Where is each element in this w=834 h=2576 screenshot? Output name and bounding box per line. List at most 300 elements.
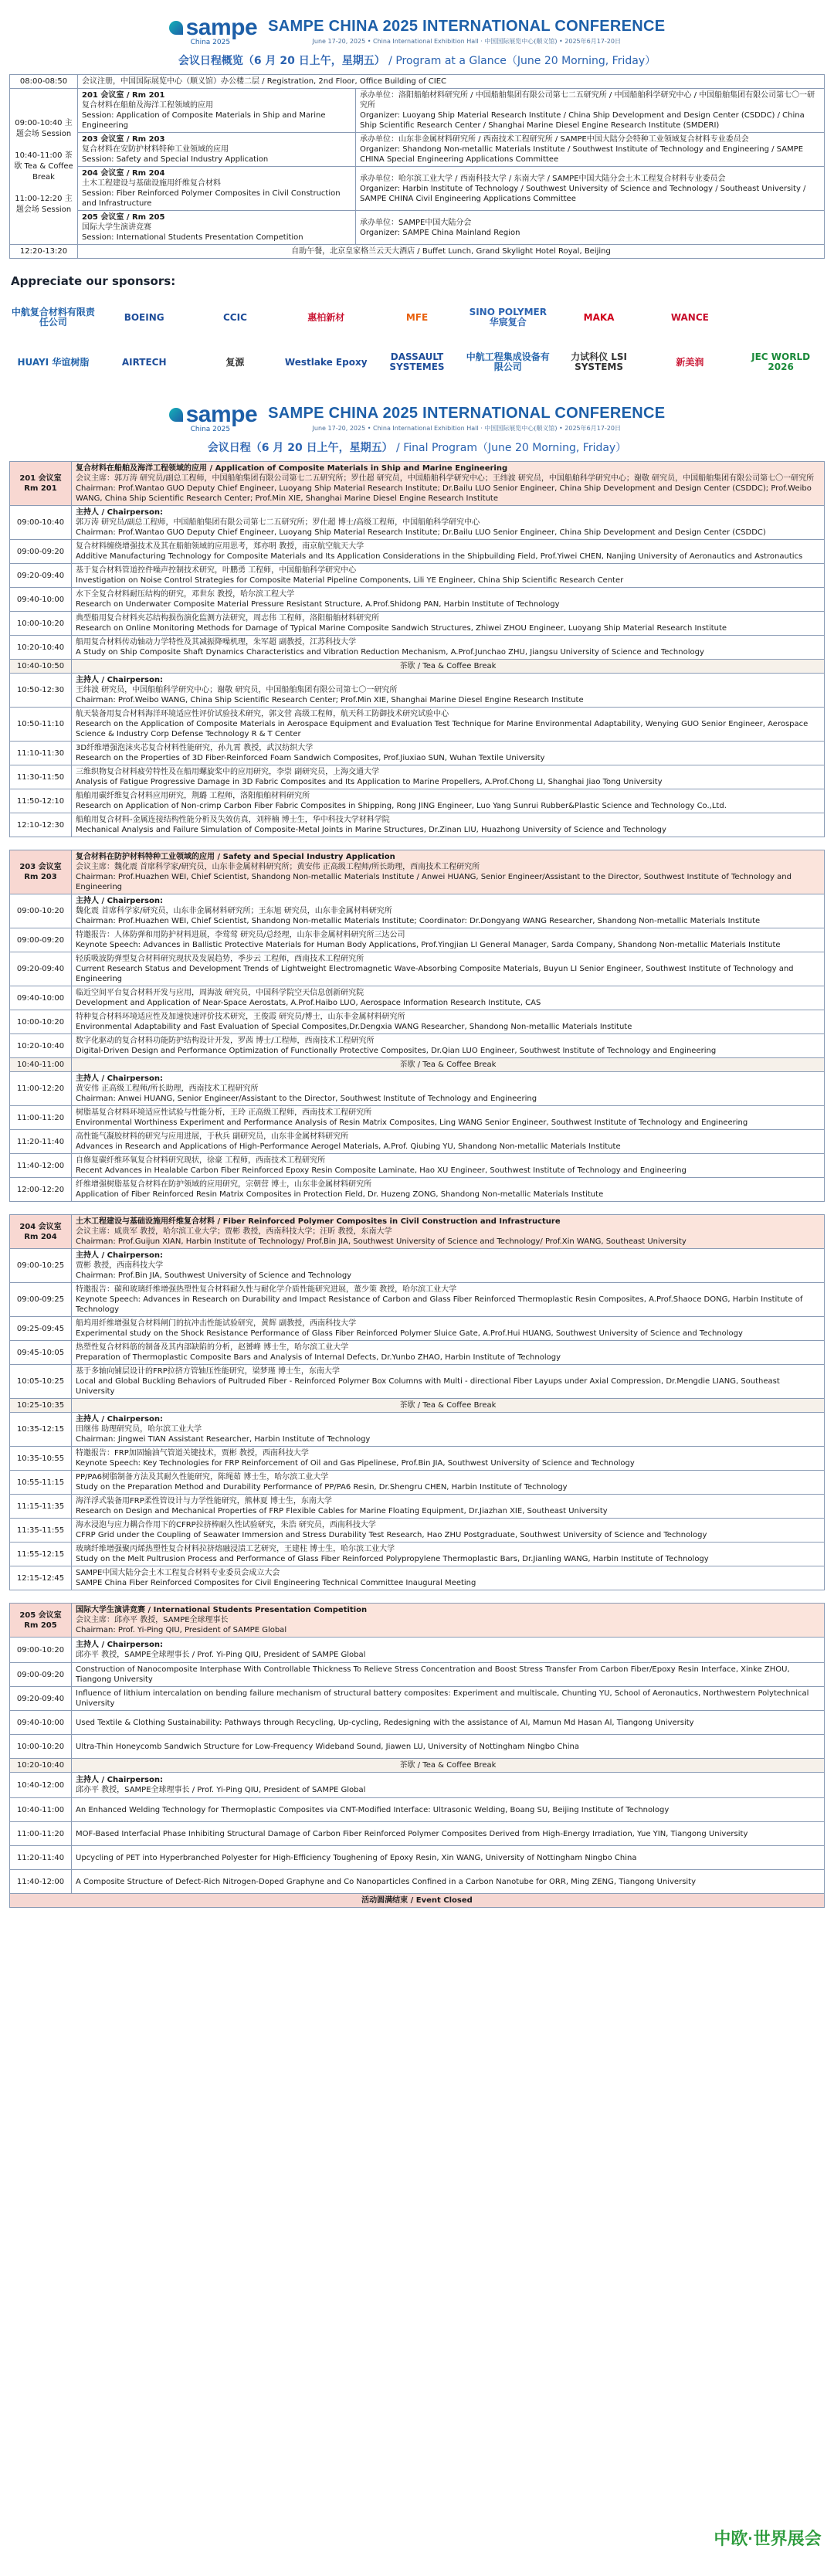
row-time: 09:00-10:40 xyxy=(10,506,72,540)
talk-title-en: Keynote Speech: Advances in Ballistic Protective Materials for Human Body Applications, Prof.Yingjian LI General Manager, Sarda Company, Shandong Non-metallic Materials Institute xyxy=(76,941,781,949)
talk-title-en: Environmental Adaptability and Fast Evaluation of Special Composites,Dr.Dengxia WANG Researcher, Shandong Non-metallic Materials Institute xyxy=(76,1023,632,1031)
row-time: 10:35-12:15 xyxy=(10,1413,72,1447)
row-time: 09:45-10:05 xyxy=(10,1341,72,1365)
talk-title-cn: MOF-Based Interfacial Phase Inhibiting Structural Damage of Carbon Fiber Reinforced Polymer Composites Derived from High-Energy Irradiation, Yue YIN, Tiangong University xyxy=(76,1829,748,1838)
chairperson-label: 主持人 / Chairperson: xyxy=(76,1415,163,1424)
talk-title-cn: Construction of Nanocomposite Interphase With Controllable Thickness To Relieve Stress Concentration and Boost Stress Transfer From Carbon Fiber/Epoxy Resin Interface, Xinke ZHOU, Tiangong University xyxy=(76,1665,790,1684)
chairperson-label: 主持人 / Chairperson: xyxy=(76,1251,163,1260)
session-title: 土木工程建设与基础设施用纤维复合材料 / Fiber Reinforced Polymer Composites in Civil Construction and Infrastructure xyxy=(76,1217,561,1226)
talk-title-en: Chairman: Prof.Weibo WANG, China Ship Scientific Research Center; Prof.Min XIE, Shanghai Marine Diesel Engine Research Institute xyxy=(76,696,584,704)
talk-title-en: Research on the Properties of 3D Fiber-Reinforced Foam Sandwich Composites, Prof.Jiuxiao SUN, Wuhan Textile University xyxy=(76,754,545,762)
row-time: 10:50-12:30 xyxy=(10,674,72,708)
program-row xyxy=(10,1341,825,1365)
row-content xyxy=(72,1317,825,1341)
talk-title-en: Environmental Worthiness Experiment and Performance Analysis of Resin Matrix Composites, Ling WANG Senior Engineer, Southwest Institute of Technology and Engineering xyxy=(76,1118,748,1127)
end-text: 活动圆满结束 / Event Closed xyxy=(10,1894,825,1908)
talk-title-en: Analysis of Fatigue Progressive Damage in 3D Fabric Composites and Its Application to Marine Propellers, A.Prof.Chong LI, Shanghai Jiao Tong University xyxy=(76,778,663,786)
row-content xyxy=(72,1072,825,1106)
row-time: 09:40-10:00 xyxy=(10,986,72,1010)
row-content xyxy=(72,1130,825,1154)
session-info xyxy=(72,1604,825,1638)
row-time: 10:35-10:55 xyxy=(10,1447,72,1471)
row-content xyxy=(72,986,825,1010)
program-row xyxy=(10,952,825,986)
room-label: 204 会议室 / Rm 204 xyxy=(82,169,165,178)
session-chair-en: Chairman: Prof.Huazhen WEI, Chief Scientist, Shandong Non-metallic Materials Institute / Anwei HUANG, Senior Engineer/Assistant to the Director, Southwest Institute of Technology and Engineering xyxy=(76,873,792,891)
sponsor-logo: 中航工程集成设备有限公司 xyxy=(466,351,550,372)
row-content xyxy=(72,894,825,928)
row-content xyxy=(72,506,825,540)
program-row xyxy=(10,1711,825,1735)
row-content xyxy=(72,1773,825,1798)
session-title-cn: 国际大学生演讲竞赛 xyxy=(82,223,151,232)
row-time: 09:25-09:45 xyxy=(10,1317,72,1341)
session-title-en: Session: International Students Presentation Competition xyxy=(82,233,303,242)
talk-title-cn: 自修复碳纤维环氧复合材料研究现状，徐豪 工程师，西南技术工程研究所 xyxy=(76,1156,326,1165)
row-time: 11:00-11:20 xyxy=(10,1106,72,1130)
row-content xyxy=(72,540,825,564)
program-row xyxy=(10,1249,825,1283)
final-title-en: / Final Program（June 20 Morning, Friday） xyxy=(392,442,627,454)
talk-title-en: Chairman: Prof.Bin JIA, Southwest University of Science and Technology xyxy=(76,1271,352,1280)
program-row xyxy=(10,1519,825,1543)
talk-title-cn: 高性能气凝胶材料的研究与应用进展，于秋兵 副研究员，山东非金属材料研究所 xyxy=(76,1132,349,1141)
break-row xyxy=(10,1399,825,1413)
row-time: 10:40-10:50 xyxy=(10,660,72,674)
row-content xyxy=(72,1687,825,1711)
sponsor-logo: CCIC xyxy=(222,311,247,323)
talk-title-cn: 海水浸泡与应力耦合作用下的CFRP拉挤棒耐久性试验研究，朱浩 研究员，西南科技大学 xyxy=(76,1521,376,1529)
organizer-cn: 承办单位：SAMPE中国大陆分会 xyxy=(360,218,472,227)
row-time: 09:00-10:20 xyxy=(10,894,72,928)
row-time: 10:40-12:00 xyxy=(10,1773,72,1798)
row-content xyxy=(72,1495,825,1519)
row-time: 11:00-11:20 xyxy=(10,1822,72,1846)
program-row xyxy=(10,1566,825,1590)
program-row xyxy=(10,1471,825,1495)
row-time: 10:00-10:20 xyxy=(10,1735,72,1759)
program-row xyxy=(10,612,825,636)
row-content xyxy=(72,1106,825,1130)
room-label: 205 会议室 / Rm 205 xyxy=(82,213,165,222)
talk-title-cn: 复合材料缠绕增强技术及其在船舶领域的应用思考，郑亦明 教授，南京航空航天大学 xyxy=(76,542,364,551)
talk-title-en: Keynote Speech: Key Technologies for FRP Reinforcement of Oil and Gas Pipelinese, Prof.Bin JIA, Southwest University of Science and Technology xyxy=(76,1459,635,1468)
sponsors-title: Appreciate our sponsors: xyxy=(11,274,176,288)
break-text: 茶歇 / Tea & Coffee Break xyxy=(72,1759,825,1773)
program-row xyxy=(10,1822,825,1846)
talk-title-en: Local and Global Buckling Behaviors of Pultruded Fiber - Reinforced Polymer Box Columns with Multi - directional Fiber Layups under Axial Compression, Dr.Mengdie LIANG, Southeast University xyxy=(76,1377,780,1396)
talk-title-en: Chairman: Prof.Huazhen WEI, Chief Scientist, Shandong Non-metallic Materials Institute; Coordinator: Dr.Dongyang WANG Researcher, Shandong Non-metallic Materials Institute xyxy=(76,917,761,925)
final-title-cn: 会议日程（6 月 20 日上午，星期五） xyxy=(207,442,393,454)
talk-title-en: Experimental study on the Shock Resistance Performance of Glass Fiber Reinforced Polymer Sluice Gate, A.Prof.Hui HUANG, Southwest University of Science and Technology xyxy=(76,1329,743,1338)
sponsor-logo: 新美润 xyxy=(676,356,704,368)
break-text: 茶歇 / Tea & Coffee Break xyxy=(72,1058,825,1072)
talk-title-en: Keynote Speech: Advances in Research on Durability and Impact Resistance of Carbon and Glass Fiber Reinforced Thermoplastic Resin Composites, A.Prof.Shaoce DONG, Harbin Institute of Technology xyxy=(76,1295,803,1314)
program-row xyxy=(10,1413,825,1447)
row-time: 11:30-11:50 xyxy=(10,765,72,789)
row-time: 10:20-10:40 xyxy=(10,1034,72,1058)
row-content xyxy=(72,1798,825,1822)
program-row xyxy=(10,674,825,708)
conference-title: SAMPE CHINA 2025 INTERNATIONAL CONFERENCE xyxy=(268,18,666,35)
session-header-row xyxy=(10,1604,825,1638)
session-room: 201 会议室 Rm 201 xyxy=(10,462,72,506)
talk-title-cn: 3D纤维增强泡沫夹芯复合材料性能研究，孙九霄 教授，武汉纺织大学 xyxy=(76,744,314,752)
talk-title-cn: 基于多轴向铺层设计的FRP拉挤方管轴压性能研究，梁梦瑾 博士生，东南大学 xyxy=(76,1367,340,1376)
program-row xyxy=(10,1154,825,1178)
session-info xyxy=(72,462,825,506)
chairperson-label: 主持人 / Chairperson: xyxy=(76,676,163,684)
row-content xyxy=(72,1543,825,1566)
logo-word: sampe xyxy=(185,402,258,427)
session-header-row xyxy=(10,462,825,506)
talk-title-cn: Influence of lithium intercalation on bending failure mechanism of structural battery composites: Experiment and multiscale, Chunting YU, School of Aeronautics, Northwestern Polytechnical University xyxy=(76,1689,809,1708)
talk-title-cn: 航天装备用复合材料海洋环境适应性评价试验技术研究，郭文营 高级工程师，航天科工防御技术研究试验中心 xyxy=(76,710,449,718)
glance-session xyxy=(78,133,356,167)
row-time: 09:20-09:40 xyxy=(10,952,72,986)
row-time: 09:00-09:25 xyxy=(10,1283,72,1317)
row-time: 10:40-11:00 xyxy=(10,1058,72,1072)
talk-title-cn: 邱亦平 教授，SAMPE全球理事长 / Prof. Yi-Ping QIU, President of SAMPE Global xyxy=(76,1651,366,1659)
organizer-cn: 承办单位：哈尔滨工业大学 / 西南科技大学 / 东南大学 / SAMPE中国大陆分会土木工程复合材料专业委员会 xyxy=(360,174,726,183)
row-content xyxy=(72,674,825,708)
program-row xyxy=(10,1283,825,1317)
glance-title xyxy=(0,53,834,68)
talk-title-en: Chairman: Prof.Wantao GUO Deputy Chief Engineer, Luoyang Ship Material Research Institute; Dr.Bailu LUO Senior Engineer, China Ship Development and Design Center (CSDDC) xyxy=(76,528,766,537)
row-content xyxy=(72,708,825,742)
row-content xyxy=(72,765,825,789)
organizer-en: Organizer: SAMPE China Mainland Region xyxy=(360,228,520,237)
talk-title-cn: 特邀报告：人体防弹和用防护材料进展，李莺莺 研究员/总经理，山东非金属材料研究所三达公司 xyxy=(76,931,405,939)
talk-title-en: Chairman: Anwei HUANG, Senior Engineer/Assistant to the Director, Southwest Institute of Technology and Engineering xyxy=(76,1095,537,1103)
conference-subline: June 17-20, 2025 • China International Exhibition Hall · 中国国际展览中心(顺义馆) • 2025年6月17-20日 xyxy=(312,425,621,432)
organizer-cn: 承办单位：洛阳船舶材料研究所 / 中国船舶集团有限公司第七二五研究所 / 中国船舶科学研究中心 / 中国船舶集团有限公司第七〇一研究所 xyxy=(360,91,815,110)
session-chair-en: Chairman: Prof. Yi-Ping QIU, President of SAMPE Global xyxy=(76,1626,287,1634)
session-chair-cn: 会议主席：郭万涛 研究员/副总工程师，中国船舶集团有限公司第七二五研究所；罗仕超 研究员，中国船舶科学研究中心；王纬波 研究员，中国船舶科学研究中心；谢敬 研究员，中国船舶集团有限公司第七〇一研究所 xyxy=(76,474,815,483)
sponsor-grid xyxy=(11,299,823,381)
break-row xyxy=(10,1759,825,1773)
program-row xyxy=(10,813,825,837)
break-row xyxy=(10,1058,825,1072)
row-content xyxy=(72,1154,825,1178)
program-row xyxy=(10,986,825,1010)
program-row xyxy=(10,1687,825,1711)
glance-organizer xyxy=(356,133,825,167)
talk-title-en: Study on the Melt Pultrusion Process and Performance of Glass Fiber Reinforced Polypropylene Thermoplastic Bars, Dr.Jianling WANG, Harbin Institute of Technology xyxy=(76,1555,709,1563)
program-row xyxy=(10,1447,825,1471)
session-table-rm204 xyxy=(9,1214,825,1590)
talk-title-cn: A Composite Structure of Defect-Rich Nitrogen-Doped Graphyne and Co Nanoparticles Confined in a Carbon Nanotube for ORR, Ming ZENG, Tiangong University xyxy=(76,1877,697,1886)
row-time: 09:20-09:40 xyxy=(10,1687,72,1711)
glance-time-col xyxy=(10,89,78,245)
row-time: 12:10-12:30 xyxy=(10,813,72,837)
glance-organizer xyxy=(356,167,825,211)
sponsor-logo: MAKA xyxy=(583,311,615,323)
glance-row xyxy=(10,245,825,259)
conference-subline: June 17-20, 2025 • China International Exhibition Hall · 中国国际展览中心(顺义馆) • 2025年6月17-20日 xyxy=(312,38,621,45)
row-content xyxy=(72,789,825,813)
row-time: 09:00-09:20 xyxy=(10,540,72,564)
session-table-rm203 xyxy=(9,850,825,1202)
row-time: 09:20-09:40 xyxy=(10,564,72,588)
row-time: 09:00-09:20 xyxy=(10,928,72,952)
program-row xyxy=(10,708,825,742)
talk-title-cn: 郭万涛 研究员/副总工程师，中国船舶集团有限公司第七二五研究所；罗仕超 博士/高级工程师，中国船舶科学研究中心 xyxy=(76,518,480,527)
program-row xyxy=(10,1846,825,1870)
break-text: 茶歇 / Tea & Coffee Break xyxy=(72,1399,825,1413)
room-label: 201 会议室 / Rm 201 xyxy=(82,91,165,100)
talk-title-en: SAMPE China Fiber Reinforced Composites for Civil Engineering Technical Committee Inaugural Meeting xyxy=(76,1579,476,1587)
session-title-cn: 复合材料在安防护材料特种工业领域的应用 xyxy=(82,145,229,154)
session-header-row xyxy=(10,1215,825,1249)
talk-title-en: Additive Manufacturing Technology for Composite Materials and Its Application Considerations in the Shipbuilding Field, Prof.Yiwei CHEN, Nanjing University of Aeronautics and Astronautics xyxy=(76,552,803,561)
chairperson-label: 主持人 / Chairperson: xyxy=(76,508,163,517)
talk-title-cn: 贾彬 教授，西南科技大学 xyxy=(76,1261,164,1270)
final-title xyxy=(0,440,834,455)
program-row xyxy=(10,765,825,789)
row-content xyxy=(72,1283,825,1317)
talk-title-en: Research on Underwater Composite Material Pressure Resistant Structure, A.Prof.Shidong PAN, Harbin Institute of Technology xyxy=(76,600,560,609)
session-info xyxy=(72,850,825,894)
row-content xyxy=(72,636,825,660)
row-time: 10:00-10:20 xyxy=(10,1010,72,1034)
row-content xyxy=(72,1735,825,1759)
program-row xyxy=(10,1034,825,1058)
talk-title-cn: Used Textile & Clothing Sustainability: Pathways through Recycling, Up-cycling, Redesigning with the assistance of AI, Mamun Md Hasan Al, Tiangong University xyxy=(76,1718,694,1727)
session-title-en: Session: Safety and Special Industry Application xyxy=(82,155,269,164)
program-row xyxy=(10,1735,825,1759)
session-room: 205 会议室 Rm 205 xyxy=(10,1604,72,1638)
chairperson-label: 主持人 / Chairperson: xyxy=(76,1641,163,1649)
session-info xyxy=(72,1215,825,1249)
row-content xyxy=(72,1447,825,1471)
talk-title-cn: PP/PA6树脂制备方法及其耐久性能研究，陈绳茹 博士生，哈尔滨工业大学 xyxy=(76,1473,329,1481)
glance-session xyxy=(78,89,356,133)
row-time: 11:55-12:15 xyxy=(10,1543,72,1566)
session-chair-cn: 会议主席：邱亦平 教授，SAMPE全球理事长 xyxy=(76,1616,229,1624)
row-time: 09:00-10:25 xyxy=(10,1249,72,1283)
talk-title-cn: 树脂基复合材料环境适应性试验与性能分析，王玲 正高级工程师，西南技术工程研究所 xyxy=(76,1108,372,1117)
row-time: 10:05-10:25 xyxy=(10,1365,72,1399)
talk-title-cn: 船舶用复合材料-金属连接结构性能分析及失效仿真，刘梓楠 博士生，华中科技大学材料学院 xyxy=(76,816,390,824)
talk-title-en: Application of Fiber Reinforced Resin Matrix Composites in Protection Field, Dr. Huzeng ZONG, Shandong Non-metallic Materials Institute xyxy=(76,1190,604,1199)
program-row xyxy=(10,564,825,588)
sampe-logo xyxy=(169,404,258,433)
program-row xyxy=(10,1178,825,1202)
talk-title-en: Recent Advances in Healable Carbon Fiber Reinforced Epoxy Resin Composite Laminate, Hao XU Engineer, Southwest Institute of Technology and Engineering xyxy=(76,1166,687,1175)
conference-title: SAMPE CHINA 2025 INTERNATIONAL CONFERENCE xyxy=(268,405,666,422)
row-time: 12:15-12:45 xyxy=(10,1566,72,1590)
session-header-row xyxy=(10,850,825,894)
sessions-container xyxy=(0,461,834,1908)
glance-row xyxy=(10,211,825,245)
glance-session xyxy=(78,211,356,245)
sponsor-logo: Westlake Epoxy xyxy=(284,356,368,368)
program-row xyxy=(10,1106,825,1130)
talk-title-en: CFRP Grid under the Coupling of Seawater Immersion and Stress Durability Test Research, Hao ZHU Postgraduate, Southwest University of Science and Technology xyxy=(76,1531,707,1539)
row-content xyxy=(72,1711,825,1735)
talk-title-cn: 临近空间平台复合材料开发与应用，周海波 研究员，中国科学院空天信息创新研究院 xyxy=(76,989,364,997)
sponsor-logo: WANCE xyxy=(670,311,709,323)
talk-title-cn: 海洋浮式装备用FRP柔性管设计与力学性能研究，熊林夏 博士生，东南大学 xyxy=(76,1497,332,1505)
watermark-logo xyxy=(714,2510,822,2564)
row-content xyxy=(72,813,825,837)
program-row xyxy=(10,1663,825,1687)
session-title: 复合材料在防护材料特种工业领域的应用 / Safety and Special Industry Application xyxy=(76,853,395,861)
talk-title-en: Chairman: Jingwei TIAN Assistant Researcher, Harbin Institute of Technology xyxy=(76,1435,371,1444)
swoosh-icon xyxy=(169,21,183,35)
sponsor-logo: HUAYI 华谊树脂 xyxy=(17,356,90,368)
row-time: 10:25-10:35 xyxy=(10,1399,72,1413)
talk-title-cn: An Enhanced Welding Technology for Thermoplastic Composites via CNT-Modified Interface: Ultrasonic Welding, Boang SU, Beijing Institute of Technology xyxy=(76,1805,670,1814)
sponsor-logo: JEC WORLD 2026 xyxy=(751,351,811,372)
talk-title-en: Study on the Preparation Method and Durability Performance of PP/PA6 Resin, Dr.Shengru CHEN, Harbin Institute of Technology xyxy=(76,1483,568,1492)
talk-title-en: Investigation on Noise Control Strategies for Composite Material Pipeline Components, Lili YE Engineer, China Ship Scientific Research Center xyxy=(76,576,624,585)
row-time: 10:20-10:40 xyxy=(10,1759,72,1773)
row-time: 11:35-11:55 xyxy=(10,1519,72,1543)
session-chair-en: Chairman: Prof.Wantao GUO Deputy Chief Engineer, Luoyang Ship Material Research Institute; Dr.Bailu LUO Senior Engineer, China Ship Development and Design Center (CSDDC); Prof.Weibo WANG, China Ship Scientific Research Center; Prof.Min XIE, Shanghai Marine Diesel Engine Research Institute xyxy=(76,484,812,503)
row-time: 11:20-11:40 xyxy=(10,1130,72,1154)
session-title: 复合材料在船舶及海洋工程领域的应用 / Application of Composite Materials in Ship and Marine Engineering xyxy=(76,464,508,473)
session-chair-cn: 会议主席：魏化震 首席科学家/研究员，山东非金属材料研究所；黄安伟 正高级工程师/所长助理，西南技术工程研究所 xyxy=(76,863,480,871)
glance-title-cn: 会议日程概览（6 月 20 日上午，星期五） xyxy=(178,55,385,67)
glance-time: 10:40-11:00 茶歇 Tea & Coffee Break xyxy=(14,151,73,182)
header-logo-row xyxy=(0,17,834,46)
talk-title-cn: 基于复合材料管道控件噪声控制技术研究，叶鹏勇 工程师，中国船舶科学研究中心 xyxy=(76,566,357,575)
row-time: 09:40-10:00 xyxy=(10,588,72,612)
break-text: 茶歇 / Tea & Coffee Break xyxy=(72,660,825,674)
program-row xyxy=(10,1365,825,1399)
glance-organizer xyxy=(356,89,825,133)
row-time: 10:50-11:10 xyxy=(10,708,72,742)
block-gap xyxy=(0,1590,834,1603)
glance-time: 12:20-13:20 xyxy=(10,245,78,259)
glance-time: 09:00-10:40 主题会场 Session xyxy=(15,118,73,138)
talk-title-en: Research on Design and Mechanical Properties of FRP Flexible Cables for Marine Floating Equipment, Dr.Jiazhan XIE, Southeast University xyxy=(76,1507,608,1515)
program-row xyxy=(10,789,825,813)
break-row xyxy=(10,660,825,674)
talk-title-cn: 数字化驱动的复合材料功能防护结构设计开发，罗茜 博士/工程师，西南技术工程研究所 xyxy=(76,1037,375,1045)
row-content xyxy=(72,1566,825,1590)
block-gap xyxy=(0,837,834,850)
session-title-en: Session: Application of Composite Materials in Ship and Marine Engineering xyxy=(82,111,326,130)
row-time: 11:40-12:00 xyxy=(10,1870,72,1894)
talk-title-cn: 邱亦平 教授，SAMPE全球理事长 / Prof. Yi-Ping QIU, President of SAMPE Global xyxy=(76,1786,366,1794)
talk-title-en: Research on the Application of Composite Materials in Aerospace Equipment and Evaluation Test Technique for Marine Environmental Adaptability, Wenying GUO Senior Engineer, Aerospace Science & Industry Corp Defense Technology R & T Center xyxy=(76,720,809,738)
session-title-cn: 复合材料在船舶及海洋工程领域的应用 xyxy=(82,101,213,110)
row-content xyxy=(72,1034,825,1058)
row-content xyxy=(72,1178,825,1202)
talk-title-en: Mechanical Analysis and Failure Simulation of Composite-Metal Joints in Marine Structures, Dr.Zinan LIU, Huazhong University of Science and Technology xyxy=(76,826,666,834)
glance-row xyxy=(10,167,825,211)
chairperson-label: 主持人 / Chairperson: xyxy=(76,1074,163,1083)
row-time: 10:00-10:20 xyxy=(10,612,72,636)
talk-title-cn: 轻质吸波防弹型复合材料研究现状及发展趋势，季步云 工程师，西南技术工程研究所 xyxy=(76,955,364,963)
glance-text: 会议注册，中国国际展览中心（顺义馆）办公楼二层 / Registration, 2nd Floor, Office Building of CIEC xyxy=(78,75,825,89)
row-content xyxy=(72,1341,825,1365)
program-row xyxy=(10,1317,825,1341)
row-content xyxy=(72,952,825,986)
session-title-en: Session: Fiber Reinforced Polymer Composites in Civil Construction and Infrastructure xyxy=(82,189,341,208)
glance-table xyxy=(9,74,825,259)
swoosh-icon xyxy=(169,408,183,422)
organizer-cn: 承办单位：山东非金属材料研究所 / 西南技术工程研究所 / SAMPE中国大陆分会特种工业领域复合材料专业委员会 xyxy=(360,135,749,144)
row-time: 09:00-09:20 xyxy=(10,1663,72,1687)
program-row xyxy=(10,928,825,952)
header-1 xyxy=(0,0,834,68)
row-content xyxy=(72,1846,825,1870)
header-2 xyxy=(0,381,834,455)
row-time: 10:40-11:00 xyxy=(10,1798,72,1822)
row-time: 12:00-12:20 xyxy=(10,1178,72,1202)
talk-title-cn: 特邀报告：碳和玻璃纤维增强热塑性复合材料耐久性与耐化学介质性能研究进展，董少策 教授，哈尔滨工业大学 xyxy=(76,1285,457,1294)
row-content xyxy=(72,1365,825,1399)
glance-row xyxy=(10,75,825,89)
session-table-rm201 xyxy=(9,461,825,837)
row-time: 11:10-11:30 xyxy=(10,742,72,765)
program-row xyxy=(10,1798,825,1822)
row-time: 09:00-10:20 xyxy=(10,1638,72,1663)
row-content xyxy=(72,1638,825,1663)
room-label: 203 会议室 / Rm 203 xyxy=(82,135,165,144)
talk-title-cn: 纤维增强树脂基复合材料在防护领域的应用研究，宗朝营 博士，山东非金属材料研究所 xyxy=(76,1180,372,1189)
organizer-en: Organizer: Luoyang Ship Material Research Institute / China Ship Development and Design Center (CSDDC) / China Ship Scientific Research Center / Shanghai Marine Diesel Engine Research Institute (SMDERI) xyxy=(360,111,805,130)
glance-session xyxy=(78,167,356,211)
program-row xyxy=(10,1773,825,1798)
talk-title-cn: 三维织物复合材料疲劳特性及在船用螺旋桨中的应用研究，李崇 副研究员，上海交通大学 xyxy=(76,768,380,776)
row-content xyxy=(72,742,825,765)
talk-title-en: Development and Application of Near-Space Aerostats, A.Prof.Haibo LUO, Aerospace Information Research Institute, CAS xyxy=(76,999,541,1007)
program-row xyxy=(10,1638,825,1663)
talk-title-en: A Study on Ship Composite Shaft Dynamics Characteristics and Vibration Reduction Mechanism, A.Prof.Junchao ZHU, Jiangsu University of Science and Technology xyxy=(76,648,704,657)
program-row xyxy=(10,894,825,928)
program-row xyxy=(10,506,825,540)
header-logo-row xyxy=(0,404,834,433)
row-content xyxy=(72,612,825,636)
talk-title-cn: 黄安伟 正高级工程师/所长助理，西南技术工程研究所 xyxy=(76,1084,259,1093)
talk-title-cn: Ultra-Thin Honeycomb Sandwich Structure for Low-Frequency Wideband Sound, Jiawen LU, University of Nottingham Ningbo China xyxy=(76,1742,579,1751)
program-row xyxy=(10,588,825,612)
chairperson-label: 主持人 / Chairperson: xyxy=(76,897,163,905)
talk-title-cn: 田继伟 助理研究员，哈尔滨工业大学 xyxy=(76,1425,202,1434)
program-row xyxy=(10,1130,825,1154)
talk-title-cn: Upcycling of PET into Hyperbranched Polyester for High-Efficiency Toughening of Epoxy Resin, Xin WANG, University of Nottingham Ningbo China xyxy=(76,1853,637,1862)
talk-title-cn: 典型船用复合材料夹芯结构损伤演化监测方法研究，周志伟 工程师，洛阳船舶材料研究所 xyxy=(76,614,380,623)
sponsor-logo: MFE xyxy=(405,311,429,323)
row-time: 10:55-11:15 xyxy=(10,1471,72,1495)
talk-title-cn: 船用复合材料传动轴动力学特性及其减振降噪机理，朱军超 副教授，江苏科技大学 xyxy=(76,638,357,647)
row-time: 11:50-12:10 xyxy=(10,789,72,813)
talk-title-cn: SAMPE中国大陆分会土木工程复合材料专业委员会成立大会 xyxy=(76,1569,280,1577)
row-time: 11:20-11:40 xyxy=(10,1846,72,1870)
talk-title-cn: 特邀报告：FRP加固输油气管道关键技术，贾彬 教授，西南科技大学 xyxy=(76,1449,309,1458)
row-content xyxy=(72,588,825,612)
talk-title-cn: 水下全复合材料耐压结构的研究，邓世东 教授，哈尔滨工程大学 xyxy=(76,590,295,599)
logo-word: sampe xyxy=(185,15,258,40)
sponsor-logo: 力试科仪 LSI SYSTEMS xyxy=(571,351,628,372)
program-row xyxy=(10,1495,825,1519)
row-content xyxy=(72,1870,825,1894)
glance-row xyxy=(10,133,825,167)
glance-text: 自助午餐，北京皇家格兰云天大酒店 / Buffet Lunch, Grand Skylight Hotel Royal, Beijing xyxy=(78,245,825,259)
row-content xyxy=(72,928,825,952)
sponsor-logo: AIRTECH xyxy=(121,356,167,368)
talk-title-en: Digital-Driven Design and Performance Optimization of Functionally Protective Composites, Dr.Qian LUO Engineer, Southwest Institute of Technology and Engineering xyxy=(76,1047,717,1055)
talk-title-cn: 热塑性复合材料筋的制备及其内部缺陷的分析，赵赟峰 博士生，哈尔滨工业大学 xyxy=(76,1343,349,1352)
session-table-rm205 xyxy=(9,1603,825,1908)
talk-title-en: Advances in Research and Applications of High-Performance Aerogel Materials, A.Prof. Qiubing YU, Shandong Non-metallic Materials Institute xyxy=(76,1142,621,1151)
talk-title-en: Current Research Status and Development Trends of Lightweight Electromagnetic Wave-Absorbing Composite Materials, Buyun LI Senior Engineer, Southwest Institute of Technology and Engineering xyxy=(76,965,794,983)
